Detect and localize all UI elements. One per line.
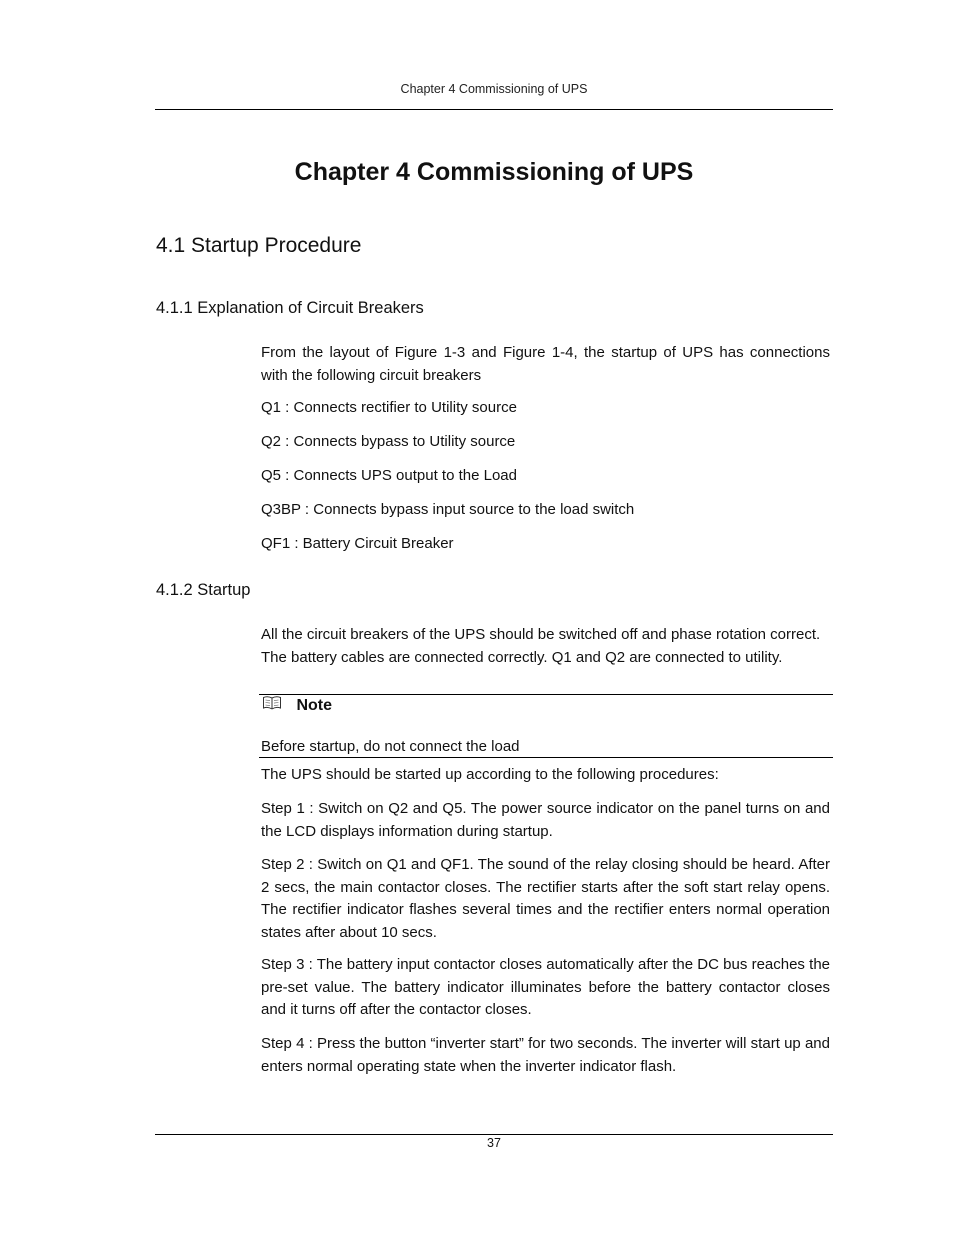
note-bottom-rule <box>259 757 833 758</box>
subsection-title-circuit-breakers: 4.1.1 Explanation of Circuit Breakers <box>156 299 424 317</box>
procedure-step: Step 3 : The battery input contactor closes automatically after the DC bus reaches the pre-set value. The battery indicator illuminates before the battery contactor closes and it turns off after the contactor closes. <box>261 956 830 1018</box>
breaker-item: Q2 : Connects bypass to Utility source <box>261 433 516 450</box>
note-top-rule <box>259 694 833 695</box>
note-heading <box>262 696 332 715</box>
procedure-intro: The UPS should be started up according to the following procedures: <box>261 766 719 783</box>
book-icon <box>262 696 282 715</box>
procedure-step: Step 2 : Switch on Q1 and QF1. The sound of the relay closing should be heard. After 2 secs, the main contactor closes. The rectifier starts after the soft start relay opens. The rectifier indicator flashes several times and the rectifier enters normal operation states after about 10 secs. <box>261 856 830 941</box>
header-rule <box>155 109 833 110</box>
procedure-step: Step 1 : Switch on Q2 and Q5. The power source indicator on the panel turns on and the LCD displays information during startup. <box>261 800 830 840</box>
note-label: Note <box>296 696 333 714</box>
running-header: Chapter 4 Commissioning of UPS <box>400 82 588 96</box>
circuit-breakers-intro: From the layout of Figure 1-3 and Figure 1-4, the startup of UPS has connections with the following circuit breakers <box>261 344 830 384</box>
breaker-item: Q5 : Connects UPS output to the Load <box>261 467 517 484</box>
page-number: 37 <box>487 1136 501 1150</box>
procedure-step: Step 4 : Press the button “inverter start” for two seconds. The inverter will start up and enters normal operating state when the inverter indicator flash. <box>261 1035 830 1075</box>
note-text: Before startup, do not connect the load <box>261 738 520 755</box>
chapter-title: Chapter 4 Commissioning of UPS <box>294 158 694 186</box>
breaker-item: QF1 : Battery Circuit Breaker <box>261 535 454 552</box>
breaker-item: Q3BP : Connects bypass input source to the load switch <box>261 501 635 518</box>
subsection-title-startup: 4.1.2 Startup <box>156 581 251 599</box>
section-title: 4.1 Startup Procedure <box>156 234 362 257</box>
breaker-item: Q1 : Connects rectifier to Utility source <box>261 399 517 416</box>
footer-rule <box>155 1134 833 1135</box>
startup-intro: All the circuit breakers of the UPS should be switched off and phase rotation correct. The battery cables are connected correctly. Q1 and Q2 are connected to utility. <box>261 626 821 666</box>
